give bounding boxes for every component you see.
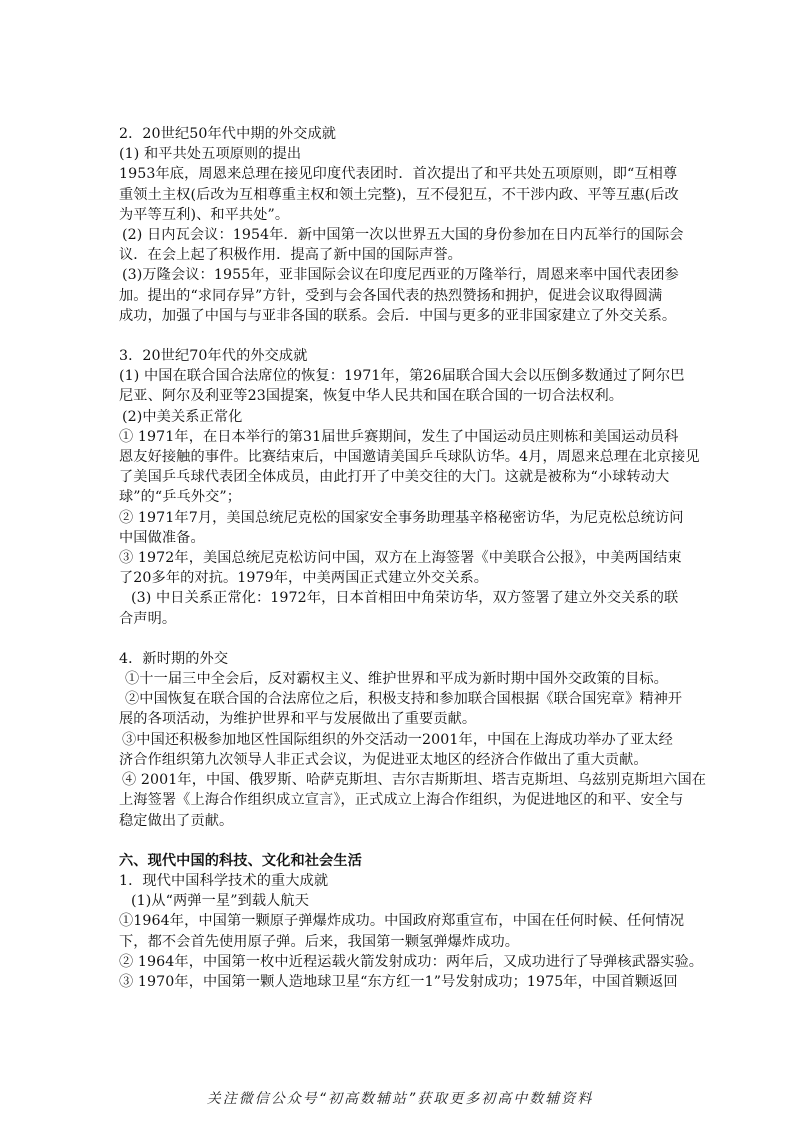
text-line: ① 1971年，在日本举行的第31届世乒赛期间，发生了中国运动员庄则栋和美国运动员科 bbox=[119, 428, 679, 445]
section-heading-2: 2．20世纪50年代中期的外交成就 bbox=[119, 126, 337, 142]
text-line: 议．在会上起了积极作用．提高了新中国的国际声誉。 bbox=[119, 247, 462, 264]
text-line: 尼亚、阿尔及利亚等23国提案，恢复中华人民共和国在联合国的一切合法权利。 bbox=[119, 388, 624, 405]
text-line: (2) 日内瓦会议：1954年．新中国第一次以世界五大国的身份参加在日内瓦举行的国际会 bbox=[122, 227, 684, 244]
subheading: (1) 和平共处五项原则的提出 bbox=[119, 146, 302, 163]
text-line: (3)万隆会议：1955年，亚非国际会议在印度尼西亚的万隆举行，周恩来率中国代表团参 bbox=[122, 267, 679, 284]
text-line: 上海签署《上海合作组织成立宣言》，正式成立上海合作组织，为促进地区的和平、安全与 bbox=[119, 792, 684, 809]
chapter-heading: 六、现代中国的科技、文化和社会生活 bbox=[119, 852, 362, 869]
text-line: ②中国恢复在联合国的合法席位之后，积极支持和参加联合国根据《联合国宪章》精神开 bbox=[125, 691, 683, 708]
text-line: ③中国还积极参加地区性国际组织的外交活动一2001年，中国在上海成功举办了亚太经 bbox=[122, 731, 673, 748]
text-line: 下，都不会首先使用原子弹。后来，我国第一颗氢弹爆炸成功。 bbox=[119, 933, 520, 950]
section-heading-1: 1．现代中国科学技术的重大成就 bbox=[119, 872, 329, 889]
text-line: ③ 1972年，美国总统尼克松访问中国，双方在上海签署《中美联合公报》，中美两国结束 bbox=[119, 550, 682, 567]
text-line: (1) 中国在联合国合法席位的恢复：1971年，第26届联合国大会以压倒多数通过了阿尔巴 bbox=[119, 368, 685, 385]
text-line: ①1964年，中国第一颗原子弹爆炸成功。中国政府郑重宣布，中国在任何时候、任何情况 bbox=[119, 913, 685, 930]
section-heading-4: 4．新时期的外交 bbox=[119, 650, 229, 667]
paragraph-gap bbox=[119, 629, 704, 649]
text-line: 稳定做出了贡献。 bbox=[119, 812, 234, 829]
text-line: (3) 中日关系正常化：1972年，日本首相田中角荣访华，双方签署了建立外交关系的联 bbox=[131, 590, 679, 607]
text-line: 展的各项活动，为维护世界和平与发展做出了重要贡献。 bbox=[119, 711, 477, 728]
text-line: 济合作组织第九次领导人非正式会议，为促进亚太地区的经济合作做出了重大贡献。 bbox=[119, 751, 648, 768]
text-line: 球”的“乒乓外交”； bbox=[119, 489, 242, 506]
text-line: 加。提出的“求同存异”方针，受到与会各国代表的热烈赞扬和拥护，促进会议取得圆满 bbox=[119, 287, 663, 304]
text-line: 了20多年的对抗。1979年，中美两国正式建立外交关系。 bbox=[119, 570, 489, 587]
text-line: 合声明。 bbox=[119, 610, 177, 627]
text-line: ④ 2001年，中国、俄罗斯、哈萨克斯坦、吉尔吉斯斯坦、塔吉克斯坦、乌兹别克斯坦六国在 bbox=[122, 772, 707, 789]
text-line: ② 1971年7月，美国总统尼克松的国家安全事务助理基辛格秘密访华，为尼克松总统访问 bbox=[119, 509, 684, 526]
text-line: 中国做准备。 bbox=[119, 529, 205, 546]
text-line: 成功，加强了中国与与亚非各国的联系。会后．中国与更多的亚非国家建立了外交关系。 bbox=[119, 307, 677, 324]
section-heading-3: 3．20世纪70年代的外交成就 bbox=[119, 348, 308, 365]
document-body bbox=[119, 124, 707, 992]
footer-watermark-text: 关注微信公众号“初高数辅站”获取更多初高中数辅资料 bbox=[206, 1091, 594, 1107]
text-line: ①十一届三中全会后，反对霸权主义、维护世界和平成为新时期中国外交政策的目标。 bbox=[125, 671, 668, 688]
paragraph-gap bbox=[119, 831, 704, 851]
text-line: 1953年底，周恩来总理在接见印度代表团时．首次提出了和平共处五项原则，即“互相尊 bbox=[119, 166, 678, 183]
text-line: 了美国乒乓球代表团全体成员，由此打开了中美交往的大门。这就是被称为“小球转动大 bbox=[119, 469, 670, 486]
text-line: 恩友好接触的事件。比赛结束后，中国邀请美国乒乓球队访华。4月，周恩来总理在北京接见 bbox=[119, 449, 700, 466]
text-line: 为平等互利)、和平共处”。 bbox=[119, 206, 290, 223]
subheading: (2)中美关系正常化 bbox=[122, 408, 243, 425]
text-line: ② 1964年，中国第一枚中近程运载火箭发射成功：两年后，又成功进行了导弹核武器实验。 bbox=[119, 953, 704, 970]
text-line: 重领土主权(后改为互相尊重主权和领土完整)，互不侵犯互，不干涉内政、平等互惠(后改 bbox=[119, 186, 679, 203]
text-line: ③ 1970年，中国第一颗人造地球卫星“东方红一1”号发射成功；1975年，中国首颗返回 bbox=[119, 973, 678, 990]
paragraph-gap bbox=[119, 326, 704, 346]
subheading: (1)从“两弹一星”到载人航天 bbox=[131, 893, 309, 910]
